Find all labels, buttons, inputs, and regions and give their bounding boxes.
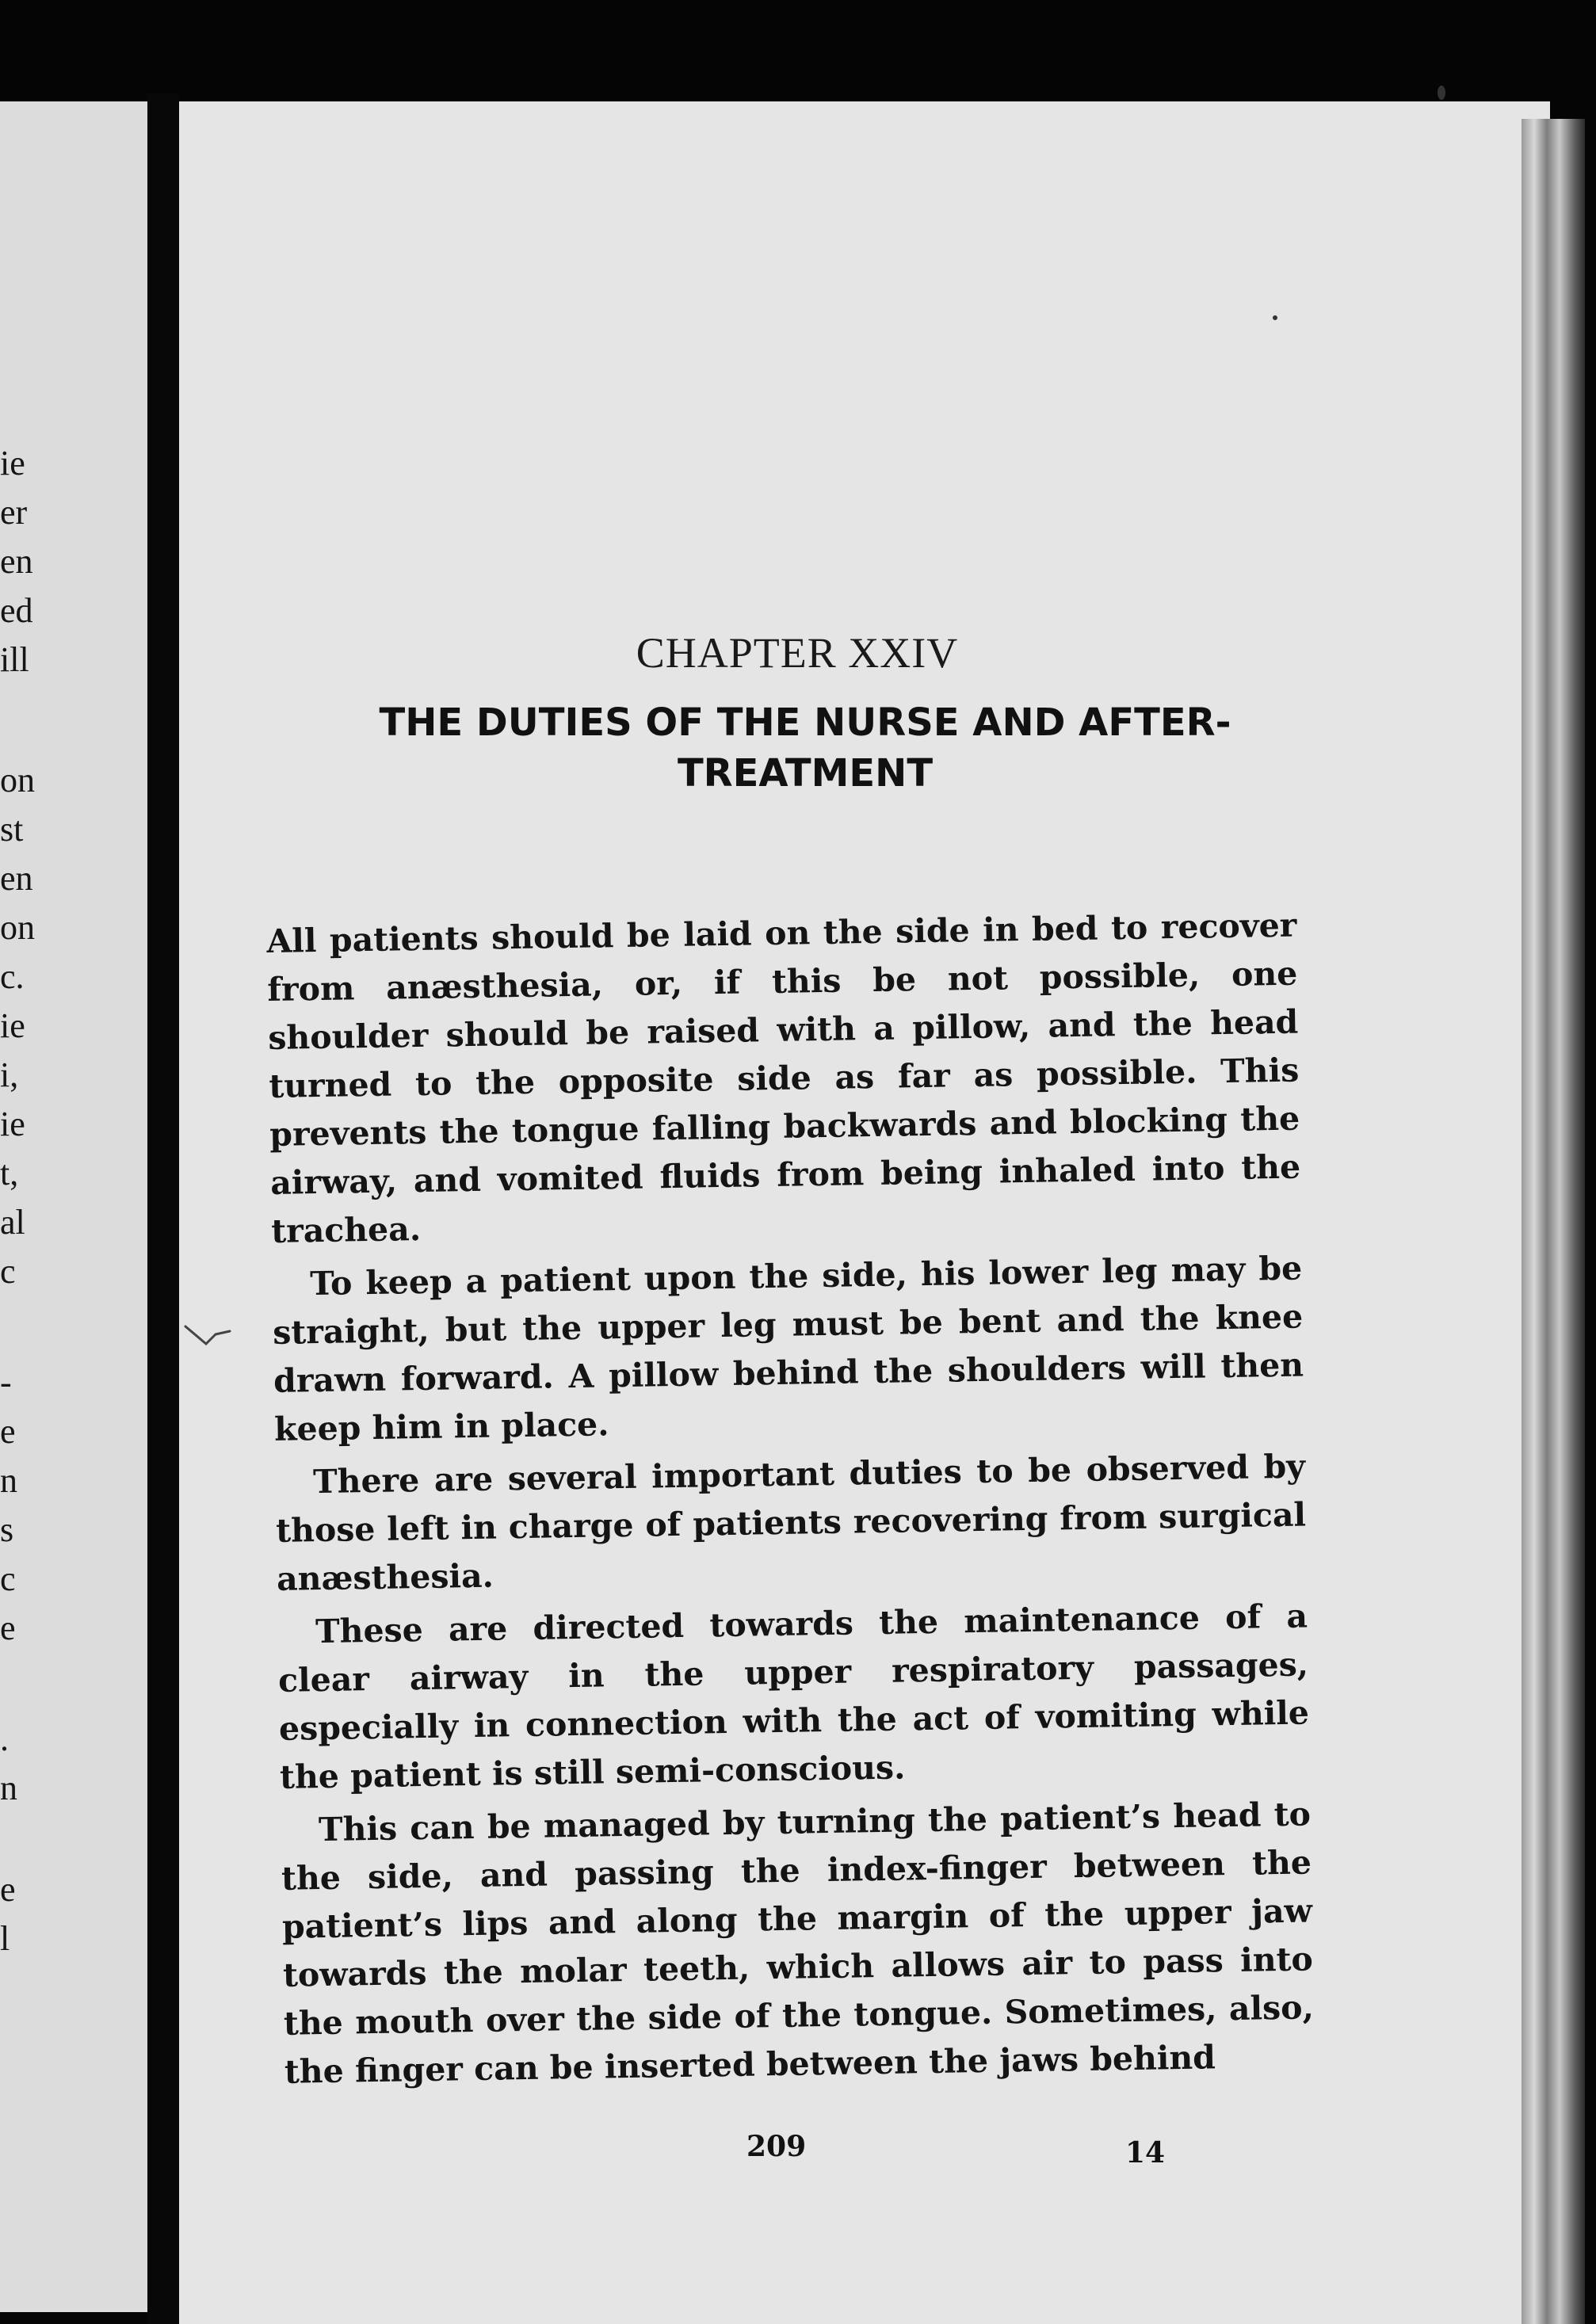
page-number: 209 (746, 2130, 807, 2163)
left-fragment: en (0, 542, 33, 581)
paragraph: There are several important duties to be observed by those left in charge of patients recovering from surgical anæsthesia. (275, 1447, 1307, 1598)
left-fragment: ie (0, 1006, 25, 1045)
paragraph: To keep a patient upon the side, his lower leg may be straight, but the upper leg must be bent and the knee drawn forward. A pillow behind the shoulders will then keep him in place. (272, 1249, 1304, 1448)
left-fragment: ed (0, 591, 33, 630)
left-fragment: e (0, 1870, 16, 1909)
paper-speck (1273, 315, 1277, 320)
left-fragment: ie (0, 444, 25, 483)
paragraph: These are directed towards the maintenance of a clear airway in the upper respiratory passages, especially in connection with the act of vomiting while the patient is still semi-conscious. (277, 1597, 1310, 1796)
signature-mark: 14 (1125, 2136, 1166, 2169)
left-fragment: c. (0, 957, 25, 996)
paragraph: This can be managed by turning the patient’s head to the side, and passing the index-finger between the patient’s lips and along the margin of the upper jaw towards the molar teeth, which allows air to pass into the mouth over the side of the tongue. Sometimes, also, the finger can be inserted between the jaws behind (281, 1795, 1315, 2091)
pencil-check-mark-icon (184, 1315, 239, 1355)
paragraph: All patients should be laid on the side in bed to recover from anæsthesia, or, if this be not possible, one shoulder should be raised with a pillow, and the head turned to the opposite side as far as possible. This prevents the tongue falling backwards and blocking the airway, and vomited fluids from being inhaled into the trachea. (266, 906, 1301, 1250)
left-fragment: ie (0, 1105, 25, 1143)
left-facing-page (0, 101, 155, 2312)
left-fragment: on (0, 761, 35, 799)
left-fragment: t, (0, 1154, 19, 1193)
body-text (266, 902, 1315, 2101)
left-fragment: l (0, 1919, 10, 1958)
left-fragment: e (0, 1608, 16, 1647)
left-fragment: c (0, 1559, 16, 1598)
left-fragment: er (0, 493, 28, 532)
book-page (179, 101, 1550, 2324)
left-fragment: n (0, 1461, 17, 1500)
left-fragment: al (0, 1203, 25, 1242)
chapter-title (306, 697, 1304, 799)
left-fragment: s (0, 1510, 14, 1549)
binding-gutter (147, 93, 179, 2324)
left-fragment: - (0, 1363, 12, 1402)
left-fragment: . (0, 1719, 9, 1758)
left-fragment: en (0, 859, 33, 898)
chapter-title-line-1: THE DUTIES OF THE NURSE AND AFTER- (379, 700, 1231, 745)
left-fragment: st (0, 810, 24, 849)
left-fragment: c (0, 1252, 16, 1291)
left-fragment: i, (0, 1055, 19, 1094)
left-fragment: ill (0, 640, 29, 679)
left-fragment: n (0, 1769, 17, 1807)
left-fragment: on (0, 908, 35, 947)
left-fragment: e (0, 1412, 16, 1451)
page-stack-edge (1522, 119, 1585, 2324)
paper-speck (1438, 86, 1445, 100)
chapter-number: CHAPTER XXIV (636, 629, 959, 677)
chapter-title-line-2: TREATMENT (677, 751, 934, 796)
